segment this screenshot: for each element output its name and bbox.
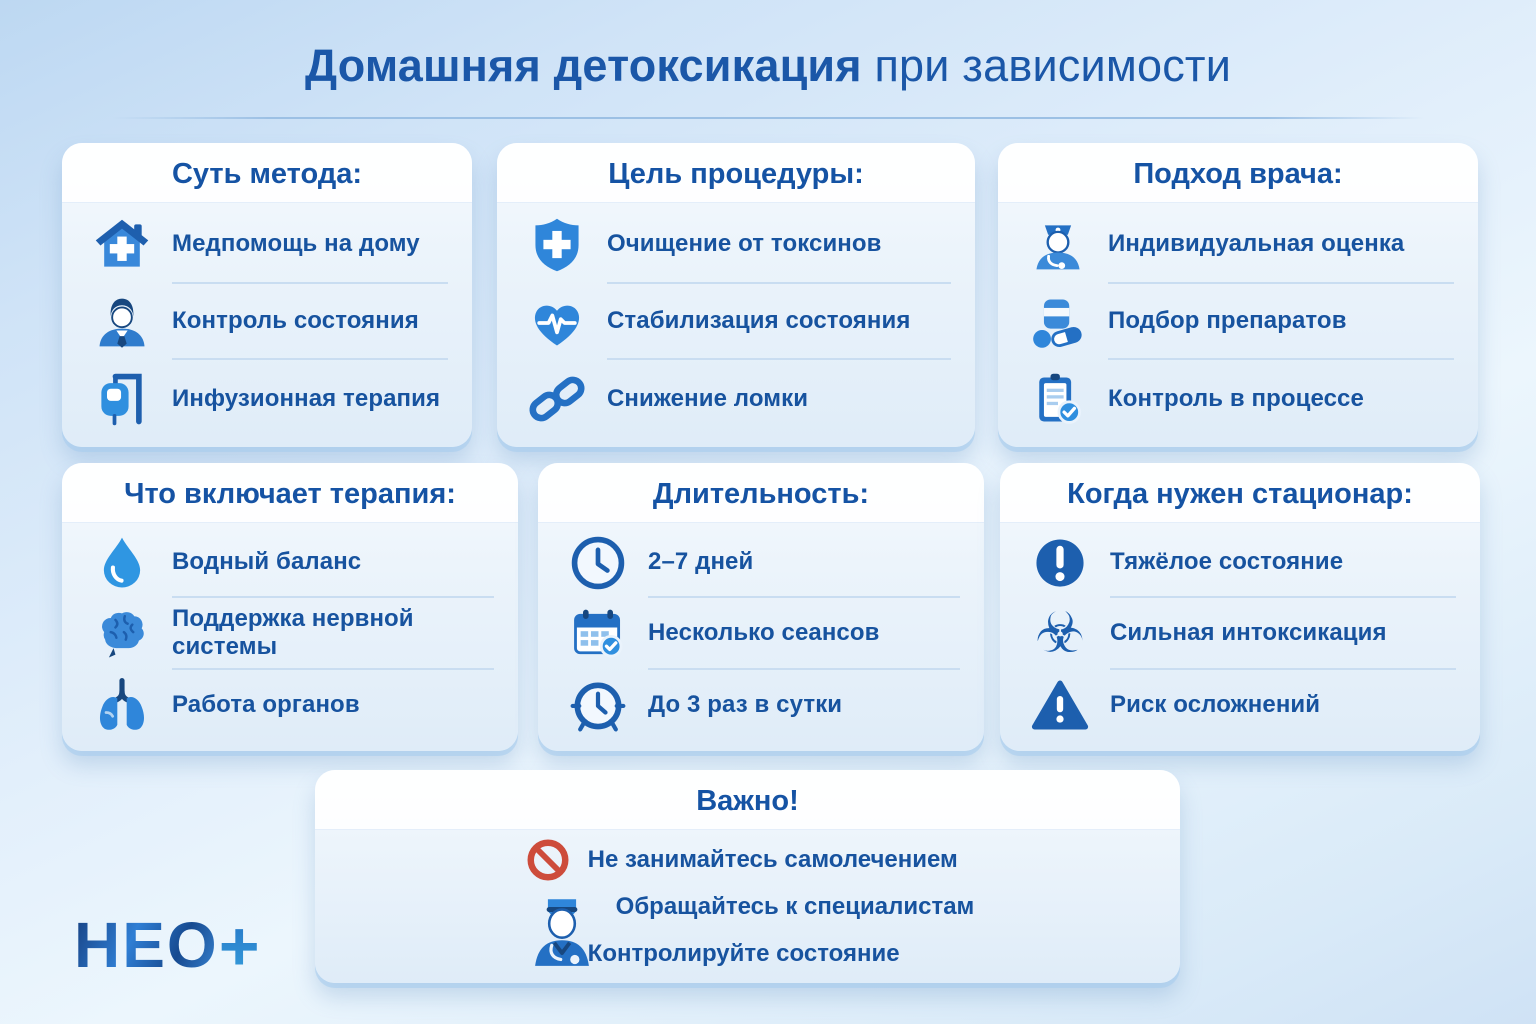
list-item — [88, 670, 494, 741]
card-title: Подход врача: — [998, 143, 1478, 203]
shield-cross-icon — [523, 215, 591, 275]
card-important — [315, 770, 1180, 983]
clock-icon — [564, 533, 632, 593]
brain-icon — [88, 604, 156, 664]
item-label: До 3 раз в сутки — [648, 691, 843, 719]
card-title: Суть метода: — [62, 143, 472, 203]
list-item — [88, 527, 494, 598]
item-label: Стабилизация состояния — [607, 307, 911, 334]
pills-icon — [1024, 292, 1092, 352]
nurse-icon — [1024, 215, 1092, 275]
surgeon-icon — [521, 889, 603, 925]
card-title: Длительность: — [538, 463, 984, 523]
list-item — [88, 284, 448, 361]
doctor-icon — [88, 292, 156, 352]
item-label: Обращайтесь к специалистам — [615, 892, 975, 920]
list-item — [564, 598, 960, 669]
list-item — [1026, 670, 1456, 741]
warning-triangle-icon — [1026, 676, 1094, 734]
page-title-regular: при зависимости — [861, 40, 1232, 91]
list-item — [1026, 598, 1456, 669]
item-label: Риск осложнений — [1110, 691, 1321, 719]
item-label: Не занимайтесь самолечением — [587, 845, 958, 873]
item-label: Работа органов — [172, 691, 360, 719]
card-title: Цель процедуры: — [497, 143, 975, 203]
card-doctor-approach — [998, 143, 1478, 447]
item-label: Поддержка нервной системы — [172, 604, 414, 660]
list-item — [564, 527, 960, 598]
list-item — [88, 360, 448, 437]
title-divider — [112, 117, 1424, 119]
card-hospital-needed — [1000, 463, 1480, 751]
list-item — [1024, 284, 1454, 361]
item-label: Контроль в процессе — [1108, 384, 1364, 412]
exclamation-circle-icon — [1026, 534, 1094, 592]
card-method-essence — [62, 143, 472, 447]
calendar-check-icon — [564, 604, 632, 664]
page-title — [0, 40, 1536, 92]
clipboard-check-icon — [1024, 369, 1092, 429]
alarm-clock-icon — [564, 675, 632, 735]
list-item — [521, 883, 975, 930]
heart-pulse-icon — [523, 292, 591, 352]
card-therapy-includes — [62, 463, 518, 751]
card-duration — [538, 463, 984, 751]
item-label: Медпомощь на дому — [172, 230, 420, 258]
list-item — [523, 207, 951, 284]
item-label: Снижение ломки — [607, 384, 809, 412]
chain-icon — [523, 369, 591, 429]
page-title-bold: Домашняя детоксикация — [304, 40, 862, 91]
list-item — [1024, 360, 1454, 437]
item-label: Инфузионная терапия — [172, 384, 441, 412]
neo-plus-logo — [74, 906, 260, 986]
logo-text: НЕО — [74, 909, 219, 981]
item-label: Контроль состояния — [172, 307, 419, 334]
house-medical-icon — [88, 215, 156, 275]
list-item — [521, 836, 975, 883]
item-label: Несколько сеансов — [648, 618, 880, 646]
card-title: Что включает терапия: — [62, 463, 518, 523]
biohazard-icon: ☣ — [1034, 600, 1086, 666]
iv-drip-icon — [88, 369, 156, 429]
item-label: Сильная интоксикация — [1110, 618, 1387, 646]
card-title: Важно! — [315, 770, 1180, 830]
card-title: Когда нужен стационар: — [1000, 463, 1480, 523]
list-item — [523, 284, 951, 361]
card-procedure-goal — [497, 143, 975, 447]
item-label: Индивидуальная оценка — [1108, 230, 1405, 258]
list-item — [1024, 207, 1454, 284]
item-label: Тяжёлое состояние — [1110, 547, 1344, 575]
item-label: 2–7 дней — [648, 547, 754, 575]
lungs-icon — [88, 675, 156, 735]
item-label: Очищение от токсинов — [607, 230, 882, 258]
list-item — [1026, 527, 1456, 598]
no-entry-icon — [521, 837, 575, 883]
logo-plus-icon: + — [218, 907, 260, 985]
list-item — [523, 360, 951, 437]
list-item — [88, 598, 494, 669]
item-label: Контролируйте состояние — [587, 939, 900, 967]
list-item — [521, 930, 975, 977]
water-drop-icon — [88, 534, 156, 592]
item-label: Подбор препаратов — [1108, 307, 1347, 334]
item-label: Водный баланс — [172, 547, 362, 575]
list-item — [88, 207, 448, 284]
list-item — [564, 670, 960, 741]
